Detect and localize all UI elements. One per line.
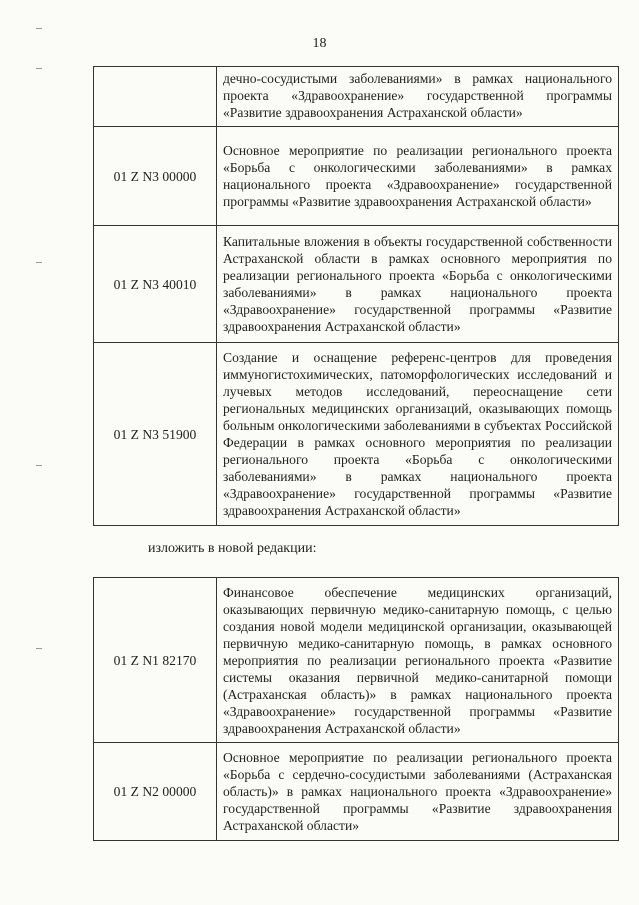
description-cell: дечно-сосудистыми заболеваниями» в рамках национального проекта «Здравоохранение» государственной программы «Развитие здравоохранения Астраханской области» <box>217 67 619 127</box>
margin-mark <box>36 68 42 69</box>
budget-codes-table-current <box>93 66 619 526</box>
margin-mark <box>36 262 42 263</box>
description-cell: Капитальные вложения в объекты государственной собственности Астраханской области в рамках основного мероприятия по реализации регионального проекта «Борьба с онкологическими заболеваниями» в рамках национального проекта «Здравоохранение» государственной программы «Развитие здравоохранения Астраханской области» <box>217 226 619 343</box>
code-cell <box>94 67 217 127</box>
table-row <box>94 743 619 841</box>
description-cell: Создание и оснащение референс-центров для проведения иммуногистохимических, патоморфологических исследований и лучевых методов исследований, переоснащение сети региональных медицинских организаций, оказывающих помощь больным онкологическими заболеваниями в субъектах Российской Федерации в рамках основного мероприятия по реализации регионального проекта «Борьба с онкологическими заболеваниями» в рамках национального проекта «Здравоохранение» государственной программы «Развитие здравоохранения Астраханской области» <box>217 343 619 526</box>
description-cell: Основное мероприятие по реализации регионального проекта «Борьба с сердечно-сосудистыми заболеваниями (Астраханская область)» в рамках национального проекта «Здравоохранение» государственной программы «Развитие здравоохранения Астраханской области» <box>217 743 619 841</box>
table-row <box>94 578 619 743</box>
code-cell: 01 Z N2 00000 <box>94 743 217 841</box>
section-heading: изложить в новой редакции: <box>148 541 317 556</box>
table-row <box>94 67 619 127</box>
margin-mark <box>36 465 42 466</box>
page-number: 18 <box>312 36 327 51</box>
description-cell: Финансовое обеспечение медицинских организаций, оказывающих первичную медико-санитарную помощь, с целью создания новой модели медицинской организации, оказывающей первичную медико-санитарную помощь, в рамках основного мероприятия по реализации регионального проекта «Развитие системы оказания первичной медико-санитарной помощи (Астраханская область)» в рамках национального проекта «Здравоохранение» государственной программы «Развитие здравоохранения Астраханской области» <box>217 578 619 743</box>
budget-codes-table-new <box>93 577 619 841</box>
margin-mark <box>36 648 42 649</box>
code-cell: 01 Z N3 51900 <box>94 343 217 526</box>
code-cell: 01 Z N1 82170 <box>94 578 217 743</box>
margin-mark <box>36 28 42 29</box>
code-cell: 01 Z N3 00000 <box>94 127 217 226</box>
code-cell: 01 Z N3 40010 <box>94 226 217 343</box>
table-row <box>94 226 619 343</box>
description-cell: Основное мероприятие по реализации регионального проекта «Борьба с онкологическими заболеваниями» в рамках национального проекта «Здравоохранение» государственной программы «Развитие здравоохранения Астраханской области» <box>217 127 619 226</box>
table-row <box>94 343 619 526</box>
table-row <box>94 127 619 226</box>
